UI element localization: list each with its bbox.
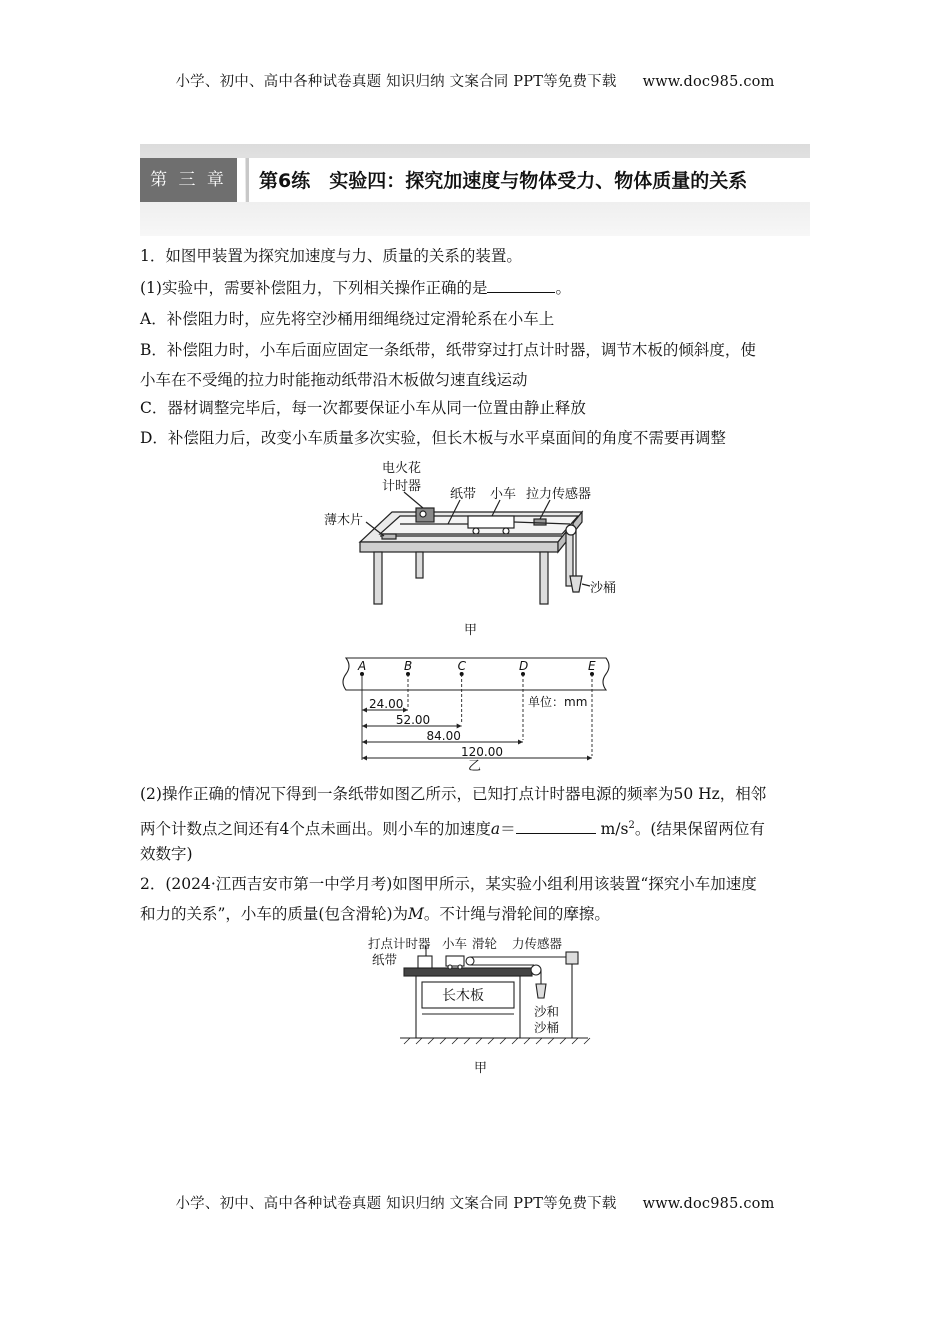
- label-sensor: 力传感器: [512, 936, 563, 951]
- label-timer: 打点计时器: [368, 936, 431, 951]
- q2-line2: 和力的关系”，小车的质量(包含滑轮)为M。不计绳与滑轮间的摩擦。: [140, 905, 610, 923]
- chapter-banner: [140, 144, 810, 236]
- cart: [446, 956, 464, 966]
- label-sensor: 拉力传感器: [526, 487, 592, 502]
- tape-dimension-label: 52.00: [395, 713, 431, 727]
- tape-point-label: C: [457, 659, 467, 673]
- exercise-title-text: 第6练 实验四：探究加速度与物体受力、物体质量的关系: [259, 170, 748, 192]
- label-bucket-1: 沙和: [534, 1004, 560, 1019]
- table-leg: [374, 552, 382, 604]
- header-site[interactable]: www.doc985.com: [642, 74, 775, 90]
- footer-site[interactable]: www.doc985.com: [642, 1196, 775, 1212]
- long-board: [404, 968, 532, 976]
- tape-dimension-label: 120.00: [461, 745, 503, 759]
- tape-dimension-label: 24.00: [369, 697, 404, 711]
- table-front-edge: [360, 542, 558, 552]
- page-footer: [0, 1192, 950, 1213]
- figure-caption-jia: 甲: [464, 623, 478, 638]
- q1-part2-line2: 两个计数点之间还有4个点未画出。则小车的加速度$a= m/s^2$。(结果保留两位有: [140, 820, 765, 839]
- sand-bucket: [536, 984, 546, 998]
- label-car: 小车: [442, 936, 468, 951]
- q1-part2-answer-blank[interactable]: [516, 819, 596, 834]
- q1-part2-line3: 效数字): [140, 845, 193, 863]
- cart: [468, 516, 514, 528]
- tape-arrow: [457, 724, 462, 729]
- tape-point-label: B: [404, 659, 413, 673]
- q1-part1-answer-blank[interactable]: [487, 278, 555, 293]
- figure-apparatus-1: [320, 452, 640, 644]
- tape-arrow: [362, 708, 367, 713]
- label-tape: 纸带: [372, 952, 398, 967]
- acceleration-symbol: a: [490, 820, 501, 839]
- timer: [418, 956, 432, 968]
- tape-point-label: A: [358, 659, 367, 673]
- tape-dimension-label: 84.00: [426, 729, 461, 743]
- table-leg: [416, 552, 423, 578]
- figure-paper-tape: [340, 652, 620, 776]
- label-tape: 纸带: [450, 487, 477, 502]
- q1-part2-line1: (2)操作正确的情况下得到一条纸带如图乙所示，已知打点计时器电源的频率为50 Hz，相邻: [140, 785, 767, 803]
- exercise-title: [246, 158, 810, 202]
- label-timer-2: 计时器: [382, 479, 422, 494]
- label-bucket: 沙桶: [590, 581, 617, 596]
- table-pulley: [531, 965, 541, 975]
- mass-symbol: M: [408, 905, 424, 923]
- tape-arrow: [403, 708, 408, 713]
- q1-option-a: A．补偿阻力时，应先将空沙桶用细绳绕过定滑轮系在小车上: [140, 310, 555, 328]
- thin-wood-shim: [382, 534, 396, 539]
- table-leg: [540, 552, 548, 604]
- q1-option-c: C．器材调整完毕后，每一次都要保证小车从同一位置由静止释放: [140, 399, 586, 417]
- pulley: [566, 525, 576, 535]
- label-car: 小车: [490, 487, 517, 502]
- q2-line1: 2．(2024·江西吉安市第一中学月考)如图甲所示，某实验小组利用该装置“探究小车加速度: [140, 875, 757, 893]
- page-header: [0, 70, 950, 91]
- tape-arrow: [362, 740, 367, 745]
- figure-caption-yi: 乙: [468, 759, 482, 774]
- q1-option-d: D．补偿阻力后，改变小车质量多次实验，但长木板与水平桌面间的角度不需要再调整: [140, 429, 726, 447]
- label-wood: 薄木片: [324, 513, 364, 528]
- force-sensor: [534, 519, 546, 525]
- tape-point-label: E: [588, 659, 596, 673]
- force-sensor: [566, 952, 578, 964]
- tape-arrow: [587, 756, 592, 761]
- chapter-label: 第 三 章: [140, 158, 237, 202]
- label-board: 长木板: [442, 988, 484, 1004]
- label-timer-1: 电火花: [382, 461, 422, 476]
- tape-unit-label: 单位：mm: [528, 695, 588, 709]
- tape-outline: [343, 658, 609, 690]
- figure-caption-jia-2: 甲: [474, 1061, 488, 1076]
- q1-option-b-line2: 小车在不受绳的拉力时能拖动纸带沿木板做匀速直线运动: [140, 371, 528, 389]
- tape-arrow: [362, 724, 367, 729]
- label-bucket-2: 沙桶: [534, 1020, 560, 1035]
- label-pulley: 滑轮: [472, 936, 498, 951]
- q1-part1: (1)实验中，需要补偿阻力，下列相关操作正确的是 。: [140, 279, 571, 297]
- tape-arrow: [518, 740, 523, 745]
- tape-arrow: [362, 756, 367, 761]
- q1-option-b-line1: B．补偿阻力时，小车后面应固定一条纸带，纸带穿过打点计时器，调节木板的倾斜度，使: [140, 341, 756, 359]
- q1-stem: 1．如图甲装置为探究加速度与力、质量的关系的装置。: [140, 247, 522, 265]
- sand-bucket: [570, 576, 582, 592]
- figure-apparatus-2: [360, 932, 600, 1080]
- tape-point-label: D: [519, 659, 529, 673]
- header-text: 小学、初中、高中各种试卷真题 知识归纳 文案合同 PPT等免费下载: [175, 74, 617, 90]
- cart-pulley: [466, 957, 474, 965]
- footer-text: 小学、初中、高中各种试卷真题 知识归纳 文案合同 PPT等免费下载: [175, 1196, 617, 1212]
